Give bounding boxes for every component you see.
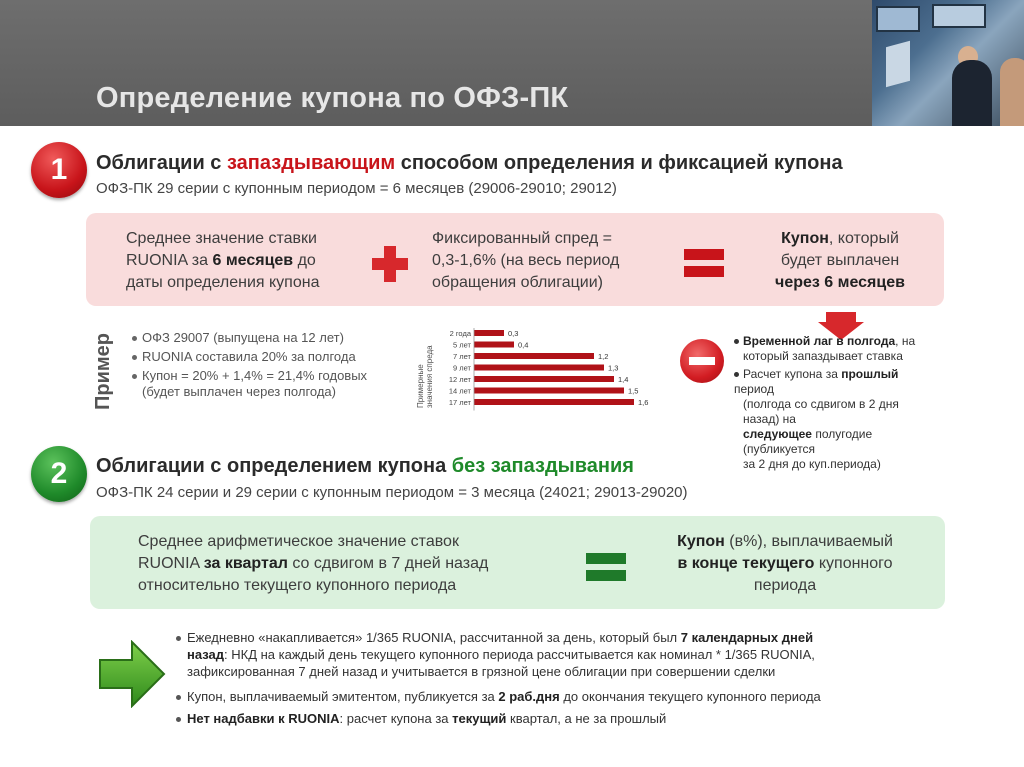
minus-stop-icon <box>680 339 724 383</box>
lag-notes: Временной лаг в полгода, на который запаздывает ставка Расчет купона за прошлый период (полгода со сдвигом в 2 дня назад) на следующее полугодие (публикуется за 2 дня до куп.периода) <box>734 334 916 471</box>
spread-chart-bar <box>474 330 504 336</box>
spread-chart-value-label: 1,2 <box>598 352 609 361</box>
formula-1-ruonia-text: Среднее значение ставки RUONIA за 6 месяцев до даты определения купона <box>126 230 320 291</box>
spread-chart-category-label: 2 года <box>449 329 471 338</box>
section-1-subtitle: ОФЗ-ПК 29 серии с купонным периодом = 6 месяцев (29006-29010; 29012) <box>96 180 617 197</box>
section-2-subtitle: ОФЗ-ПК 24 серии и 29 серии с купонным периодом = 3 месяца (24021; 29013-29020) <box>96 484 688 501</box>
formula-1-spread-text: Фиксированный спред = 0,3-1,6% (на весь период обращения облигации) <box>432 230 620 291</box>
spread-chart-bar <box>474 342 514 348</box>
section-1-title: Облигации с запаздывающим способом определения и фиксацией купона <box>96 152 843 174</box>
example-item: Купон = 20% + 1,4% = 21,4% годовых <box>132 368 367 384</box>
example-item: (будет выплачен через полгода) <box>142 384 336 399</box>
spread-chart-category-label: 7 лет <box>453 352 471 361</box>
spread-chart-value-label: 1,3 <box>608 363 619 373</box>
example-vertical-title: Пример <box>92 332 114 410</box>
right-arrow-icon <box>98 640 166 708</box>
equals-icon <box>684 249 724 279</box>
spread-chart-category-label: 5 лет <box>453 340 471 350</box>
formula-2-result-text: Купон (в%), выплачиваемый в конце текущего купонного периода <box>677 533 893 594</box>
spread-chart-value-label: 1,5 <box>628 386 639 396</box>
spread-chart-category-label: 9 лет <box>453 363 471 373</box>
detail-bullet-2: Купон, выплачиваемый эмитентом, публикуется за 2 раб.дня до окончания текущего купонного периода <box>176 688 976 705</box>
section-1-number-badge: 1 <box>31 142 87 198</box>
trading-floor-photo <box>872 0 1024 126</box>
example-list <box>132 330 367 400</box>
section-2-number-badge: 2 <box>31 446 87 502</box>
spread-chart-bar <box>474 388 624 394</box>
page-title: Определение купона по ОФЗ-ПК <box>96 82 569 114</box>
spread-chart-category-label: 12 лет <box>448 375 471 384</box>
spread-chart-bar <box>474 399 634 405</box>
spread-chart-value-label: 0,4 <box>518 340 529 350</box>
spread-chart <box>438 326 670 414</box>
example-item: RUONIA составила 20% за полгода <box>132 349 367 365</box>
spread-chart-bar <box>474 376 614 382</box>
section-2-title: Облигации с определением купона без запаздывания <box>96 455 634 477</box>
formula-2-ruonia-text: Среднее арифметическое значение ставок RUONIA за квартал со сдвигом в 7 дней назад относительно текущего купонного периода <box>138 533 489 594</box>
spread-chart-value-label: 0,3 <box>508 329 519 338</box>
spread-chart-bar <box>474 365 604 371</box>
spread-chart-bar <box>474 353 594 359</box>
plus-icon <box>372 246 408 282</box>
example-item: ОФЗ 29007 (выпущена на 12 лет) <box>132 330 367 346</box>
header-bar <box>0 0 1024 126</box>
spread-chart-ylabel: Примерные значения спреда <box>416 345 434 408</box>
detail-bullet-1: Ежедневно «накапливается» 1/365 RUONIA, рассчитанной за день, который был 7 календарных дней назад: НКД на каждый день текущего купонного периода рассчитывается как номинал * 1/365 RUONIA, зафиксированная 7 дней назад и учитывается в грязной цене облигации при совершении сделки <box>176 629 976 680</box>
spread-chart-value-label: 1,4 <box>618 375 629 384</box>
spread-chart-category-label: 17 лет <box>448 398 471 407</box>
spread-chart-value-label: 1,6 <box>638 398 649 407</box>
detail-bullet-3: Нет надбавки к RUONIA: расчет купона за текущий квартал, а не за прошлый <box>176 710 976 727</box>
formula-1-result-text: Купон, который будет выплачен через 6 месяцев <box>775 230 905 291</box>
equals-icon <box>586 553 626 583</box>
spread-chart-category-label: 14 лет <box>448 386 471 396</box>
